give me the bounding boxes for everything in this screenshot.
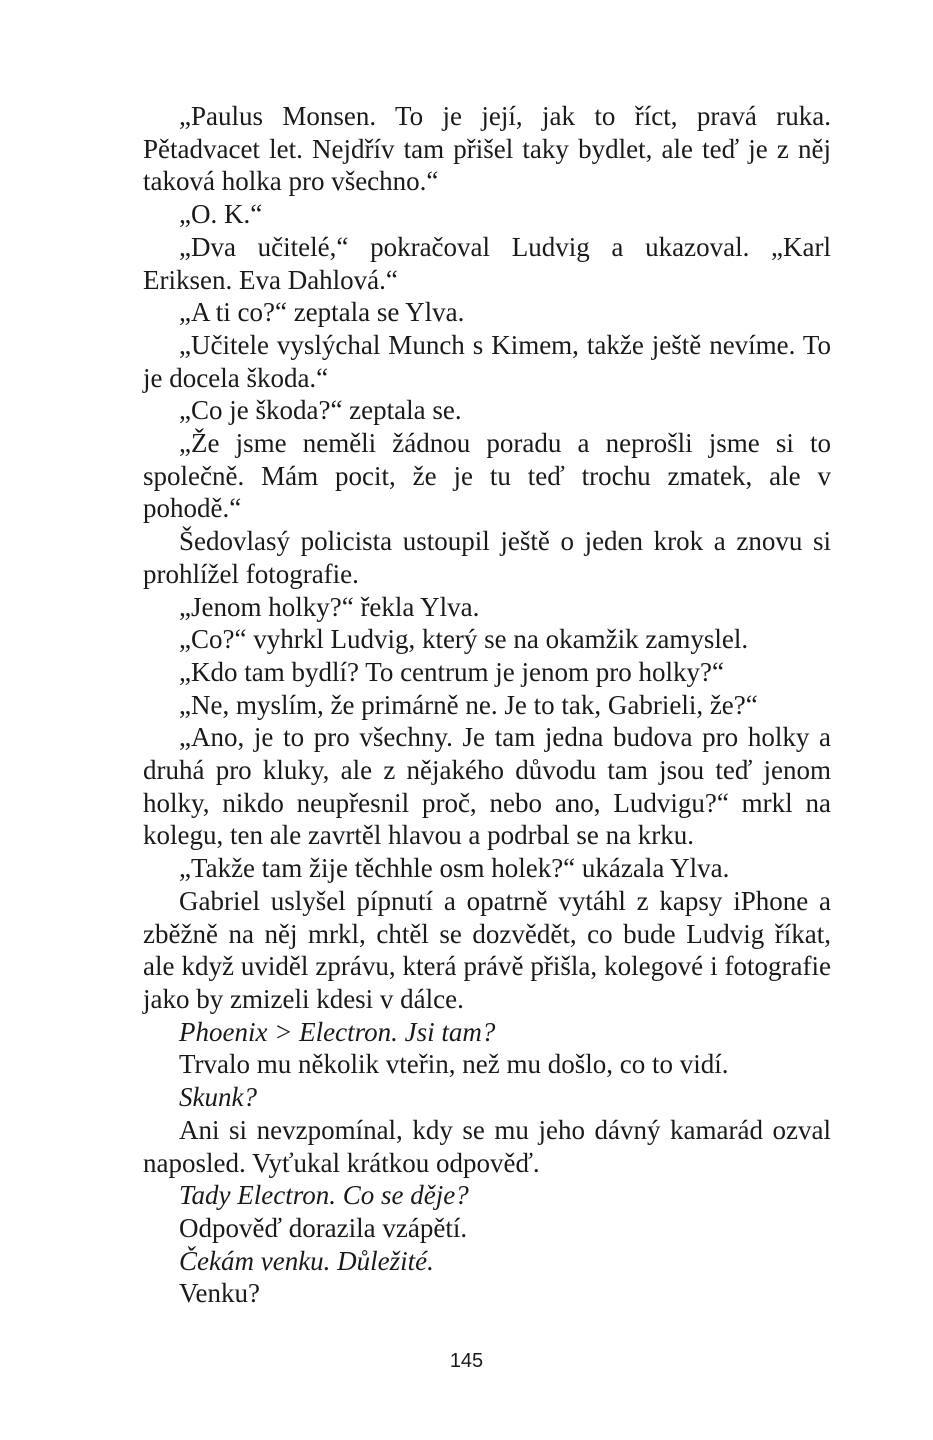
paragraph: „Jenom holky?“ řekla Ylva. [179,591,480,622]
paragraph: „Co je škoda?“ zeptala se. [179,395,462,426]
paragraph: Šedovlasý policista ustoupil ještě o jeden krok a znovu si prohlížel fotografie. [143,526,831,589]
paragraph: „Kdo tam bydlí? To centrum je jenom pro holky?“ [179,656,724,687]
paragraph: „Ano, je to pro všechny. Je tam jedna budova pro holky a druhá pro kluky, ale z nějakého důvodu tam jsou teď jenom holky, nikdo neupřesnil proč, nebo ano, Ludvigu?“ mrkl na kolegu, ten ale zavrtěl hlavou a podrbal se na krku. [143,722,831,851]
paragraph: „Ne, myslím, že primárně ne. Je to tak, Gabrieli, že?“ [179,689,758,720]
chat-message: Skunk? [179,1082,257,1113]
paragraph: „Že jsme neměli žádnou poradu a neprošli jsme si to společně. Mám pocit, že je tu teď trochu zmatek, ale v pohodě.“ [143,428,831,524]
paragraph: „Učitele vyslýchal Munch s Kimem, takže ještě nevíme. To je docela škoda.“ [143,329,831,393]
paragraph: „A ti co?“ zeptala se Ylva. [179,297,465,328]
paragraph: „Dva učitelé,“ pokračoval Ludvig a ukazoval. „Karl Eriksen. Eva Dahlová.“ [143,231,831,295]
chat-message: Tady Electron. Co se děje? [179,1180,469,1211]
paragraph: „Paulus Monsen. To je její, jak to říct, pravá ruka. Pětadvacet let. Nejdřív tam přišel taky bydlet, ale teď je z něj taková holka pro všechno.“ [143,101,831,197]
paragraph: Venku? [179,1278,260,1309]
paragraph: „O. K.“ [179,199,263,230]
paragraph: Odpověď dorazila vzápětí. [179,1212,468,1243]
page-body [143,100,831,1310]
chat-message: Čekám venku. Důležité. [179,1245,434,1276]
paragraph: „Co?“ vyhrkl Ludvig, který se na okamžik zamyslel. [179,624,749,655]
paragraph: Ani si nevzpomínal, kdy se mu jeho dávný kamarád ozval naposled. Vyťukal krátkou odpověď. [143,1114,831,1178]
paragraph: Trvalo mu několik vteřin, než mu došlo, co to vidí. [179,1049,729,1080]
page-number: 145 [449,1350,484,1372]
paragraph: „Takže tam žije těchhle osm holek?“ ukázala Ylva. [179,853,730,884]
chat-message: Phoenix > Electron. Jsi tam? [179,1016,496,1047]
paragraph: Gabriel uslyšel pípnutí a opatrně vytáhl z kapsy iPhone a zběžně na něj mrkl, chtěl se dozvědět, co bude Ludvig říkat, ale když uviděl zprávu, která právě přišla, kolegové i fotografie jako by zmizeli kdesi v dálce. [143,885,831,1014]
